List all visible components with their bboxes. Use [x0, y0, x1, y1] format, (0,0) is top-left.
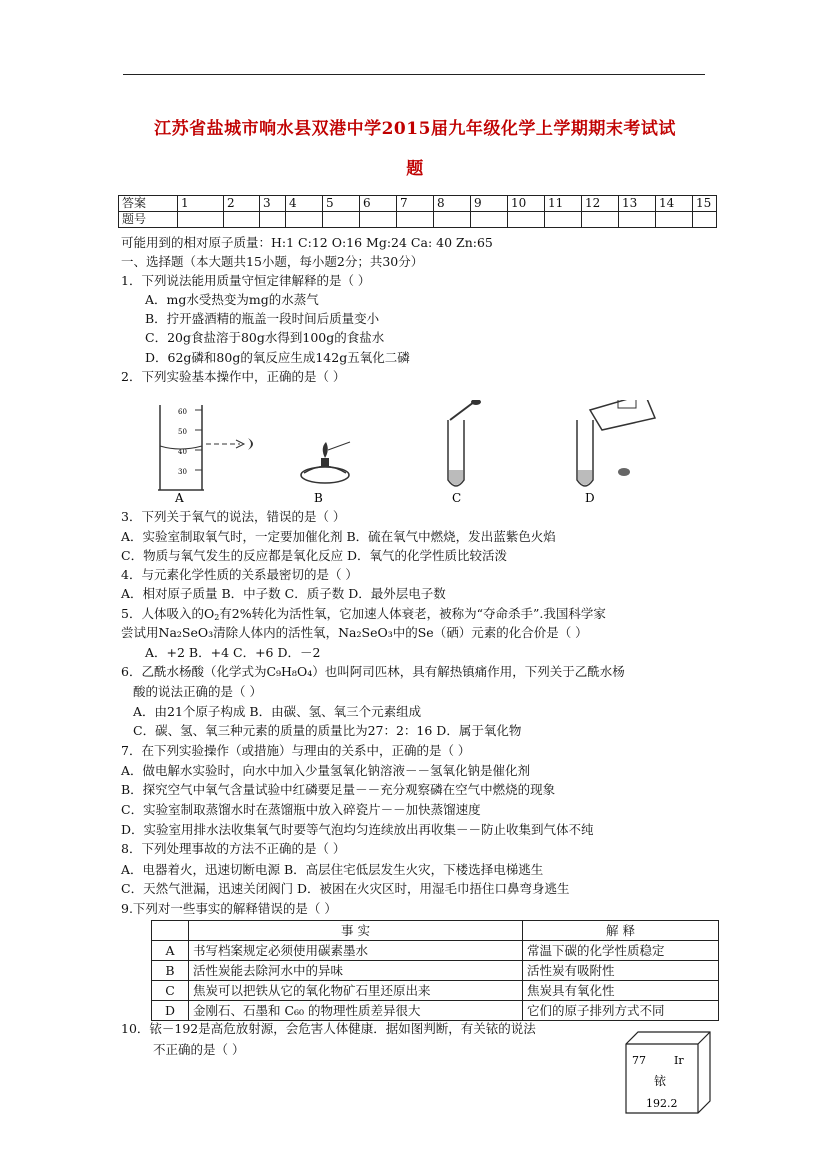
row-explanation: 活性炭有吸附性	[523, 961, 719, 981]
answer-col-6: 6	[360, 196, 397, 212]
lab-operations-figure	[140, 400, 660, 510]
atomic-number: 77	[632, 1054, 646, 1067]
q1-option-b: B．拧开盛酒精的瓶盖一段时间后质量变小	[145, 311, 380, 326]
q6-options-ab: A．由21个原子构成 B．由碳、氢、氧三个元素组成	[133, 704, 422, 719]
answer-col-13: 13	[619, 196, 656, 212]
q9-table	[151, 920, 719, 1021]
atomic-masses: 可能用到的相对原子质量：H:1 C:12 O:16 Mg:24 Ca: 40 Zn:65	[121, 235, 493, 250]
atomic-mass: 192.2	[646, 1097, 678, 1110]
scale-tick: 30	[178, 468, 187, 476]
q8-options-ab: A．电器着火，迅速切断电源 B．高层住宅低层发生火灾，下楼选择电梯逃生	[121, 862, 544, 877]
row-fact: 金刚石、石墨和 C₆₀ 的物理性质差异很大	[189, 1001, 523, 1021]
q5-line2: 尝试用Na₂SeO₃清除人体内的活性氧，Na₂SeO₃中的Se（硒）元素的化合价是（ ）	[121, 625, 588, 640]
scale-tick: 40	[178, 448, 187, 456]
answer-col-4: 4	[286, 196, 323, 212]
q3-options-cd: C．物质与氧气发生的反应都是氧化反应 D．氧气的化学性质比较活泼	[121, 548, 508, 563]
q7-option-d: D．实验室用排水法收集氧气时要等气泡均匀连续放出再收集－－防止收集到气体不纯	[121, 822, 594, 837]
q10-line2: 不正确的是（ ）	[153, 1042, 245, 1057]
row-fact: 活性炭能去除河水中的异味	[189, 961, 523, 981]
row-fact: 书写档案规定必须使用碳素墨水	[189, 941, 523, 961]
answer-col-11: 11	[545, 196, 582, 212]
answer-cell[interactable]	[545, 212, 582, 228]
answer-cell[interactable]	[471, 212, 508, 228]
answer-cell[interactable]	[260, 212, 286, 228]
row-letter: A	[152, 941, 189, 961]
q1-option-d: D．62g磷和80g的氧反应生成142g五氧化二磷	[145, 350, 410, 365]
q8-options-cd: C．天然气泄漏，迅速关闭阀门 D．被困在火灾区时，用湿毛巾捂住口鼻弯身逃生	[121, 881, 570, 896]
answer-row-label: 答案	[119, 196, 178, 212]
q7-option-a: A．做电解水实验时，向水中加入少量氢氧化钠溶液－－氢氧化钠是催化剂	[121, 763, 531, 778]
option-label-c: C	[452, 491, 462, 505]
q9-stem: 9.下列对一些事实的解释错误的是（ ）	[121, 901, 337, 916]
section-heading: 一、选择题（本大题共15小题，每小题2分；共30分）	[121, 254, 424, 269]
q9-header-blank	[152, 921, 189, 941]
row-explanation: 它们的原子排列方式不同	[523, 1001, 719, 1021]
answer-table	[118, 195, 717, 228]
q9-header-row	[152, 921, 719, 941]
q7-stem: 7．在下列实验操作（或措施）与理由的关系中，正确的是（ ）	[121, 743, 471, 758]
q10-line1: 10．铱－192是高危放射源，会危害人体健康．据如图判断，有关铱的说法	[121, 1021, 536, 1036]
iridium-element-card	[624, 1030, 712, 1115]
element-symbol: Ir	[674, 1054, 684, 1067]
q5-options: A．+2 B．+4 C．+6 D．－2	[145, 645, 321, 660]
question-row-label: 题号	[119, 212, 178, 228]
q3-stem: 3．下列关于氧气的说法，错误的是（ ）	[121, 509, 346, 524]
answer-cell[interactable]	[323, 212, 360, 228]
option-label-a: A	[175, 491, 184, 505]
answer-col-3: 3	[260, 196, 286, 212]
row-letter: B	[152, 961, 189, 981]
row-explanation: 常温下碳的化学性质稳定	[523, 941, 719, 961]
q8-stem: 8．下列处理事故的方法不正确的是（ ）	[121, 841, 346, 856]
question-row	[119, 212, 717, 228]
table-row	[152, 1001, 719, 1021]
answer-cell[interactable]	[693, 212, 717, 228]
q9-header-fact: 事 实	[189, 921, 523, 941]
row-explanation: 焦炭具有氧化性	[523, 981, 719, 1001]
option-label-b: B	[314, 491, 323, 505]
page-title: 江苏省盐城市响水县双港中学2015届九年级化学上学期期末考试试	[154, 119, 676, 139]
q1-option-a: A．mg水受热变为mg的水蒸气	[145, 292, 319, 307]
page-title-continued: 题	[406, 159, 424, 179]
answer-cell[interactable]	[582, 212, 619, 228]
cylinder-reading-diagram	[158, 405, 253, 490]
answer-cell[interactable]	[619, 212, 656, 228]
dropper-test-tube-diagram	[448, 400, 481, 486]
answer-cell[interactable]	[360, 212, 397, 228]
q4-stem: 4．与元素化学性质的关系最密切的是（ ）	[121, 567, 358, 582]
answer-cell[interactable]	[656, 212, 693, 228]
q6-line2: 酸的说法正确的是（ ）	[133, 684, 262, 699]
answer-cell[interactable]	[224, 212, 260, 228]
q1-stem: 1．下列说法能用质量守恒定律解释的是（ ）	[121, 273, 371, 288]
q3-options-ab: A．实验室制取氧气时，一定要加催化剂 B．硫在氧气中燃烧，发出蓝紫色火焰	[121, 529, 556, 544]
answer-col-5: 5	[323, 196, 360, 212]
header-rule	[123, 74, 705, 75]
row-letter: D	[152, 1001, 189, 1021]
scale-tick: 60	[178, 408, 187, 416]
table-row	[152, 981, 719, 1001]
row-letter: C	[152, 981, 189, 1001]
answer-cell[interactable]	[508, 212, 545, 228]
q4-options: A．相对原子质量 B．中子数 C．质子数 D．最外层电子数	[121, 586, 446, 601]
answer-col-14: 14	[656, 196, 693, 212]
table-row	[152, 941, 719, 961]
q5-line1: 5．人体吸入的$O_2$有2%转化为活性氧，它加速人体衰老，被称为“夺命杀手”.我国科学家	[121, 606, 606, 622]
answer-col-10: 10	[508, 196, 545, 212]
answer-col-7: 7	[397, 196, 434, 212]
q7-option-b: B．探究空气中氧气含量试验中红磷要足量－－充分观察磷在空气中燃烧的现象	[121, 782, 556, 797]
q7-option-c: C．实验室制取蒸馏水时在蒸馏瓶中放入碎瓷片－－加快蒸馏速度	[121, 802, 481, 817]
option-label-d: D	[585, 491, 595, 505]
answer-col-15: 15	[693, 196, 717, 212]
q6-line1: 6．乙酰水杨酸（化学式为C₉H₈O₄）也叫阿司匹林，具有解热镇痛作用，下列关于乙酰水杨	[121, 664, 625, 679]
answer-cell[interactable]	[434, 212, 471, 228]
alcohol-lamp-diagram	[301, 442, 350, 483]
scale-tick: 50	[178, 428, 187, 436]
answer-col-8: 8	[434, 196, 471, 212]
element-name: 铱	[654, 1074, 667, 1088]
q6-options-cd: C．碳、氢、氧三种元素的质量的质量比为27：2：16 D．属于氧化物	[133, 723, 522, 738]
answer-col-12: 12	[582, 196, 619, 212]
table-row	[152, 961, 719, 981]
q9-header-explanation: 解 释	[523, 921, 719, 941]
answer-col-2: 2	[224, 196, 260, 212]
q2-stem: 2．下列实验基本操作中，正确的是（ ）	[121, 369, 346, 384]
answer-row	[119, 196, 717, 212]
answer-cell[interactable]	[178, 212, 224, 228]
answer-col-9: 9	[471, 196, 508, 212]
answer-cell[interactable]	[397, 212, 434, 228]
answer-cell[interactable]	[286, 212, 323, 228]
q1-option-c: C．20g食盐溶于80g水得到100g的食盐水	[145, 330, 385, 345]
row-fact: 焦炭可以把铁从它的氧化物矿石里还原出来	[189, 981, 523, 1001]
pouring-liquid-diagram	[577, 400, 655, 486]
answer-col-1: 1	[178, 196, 224, 212]
